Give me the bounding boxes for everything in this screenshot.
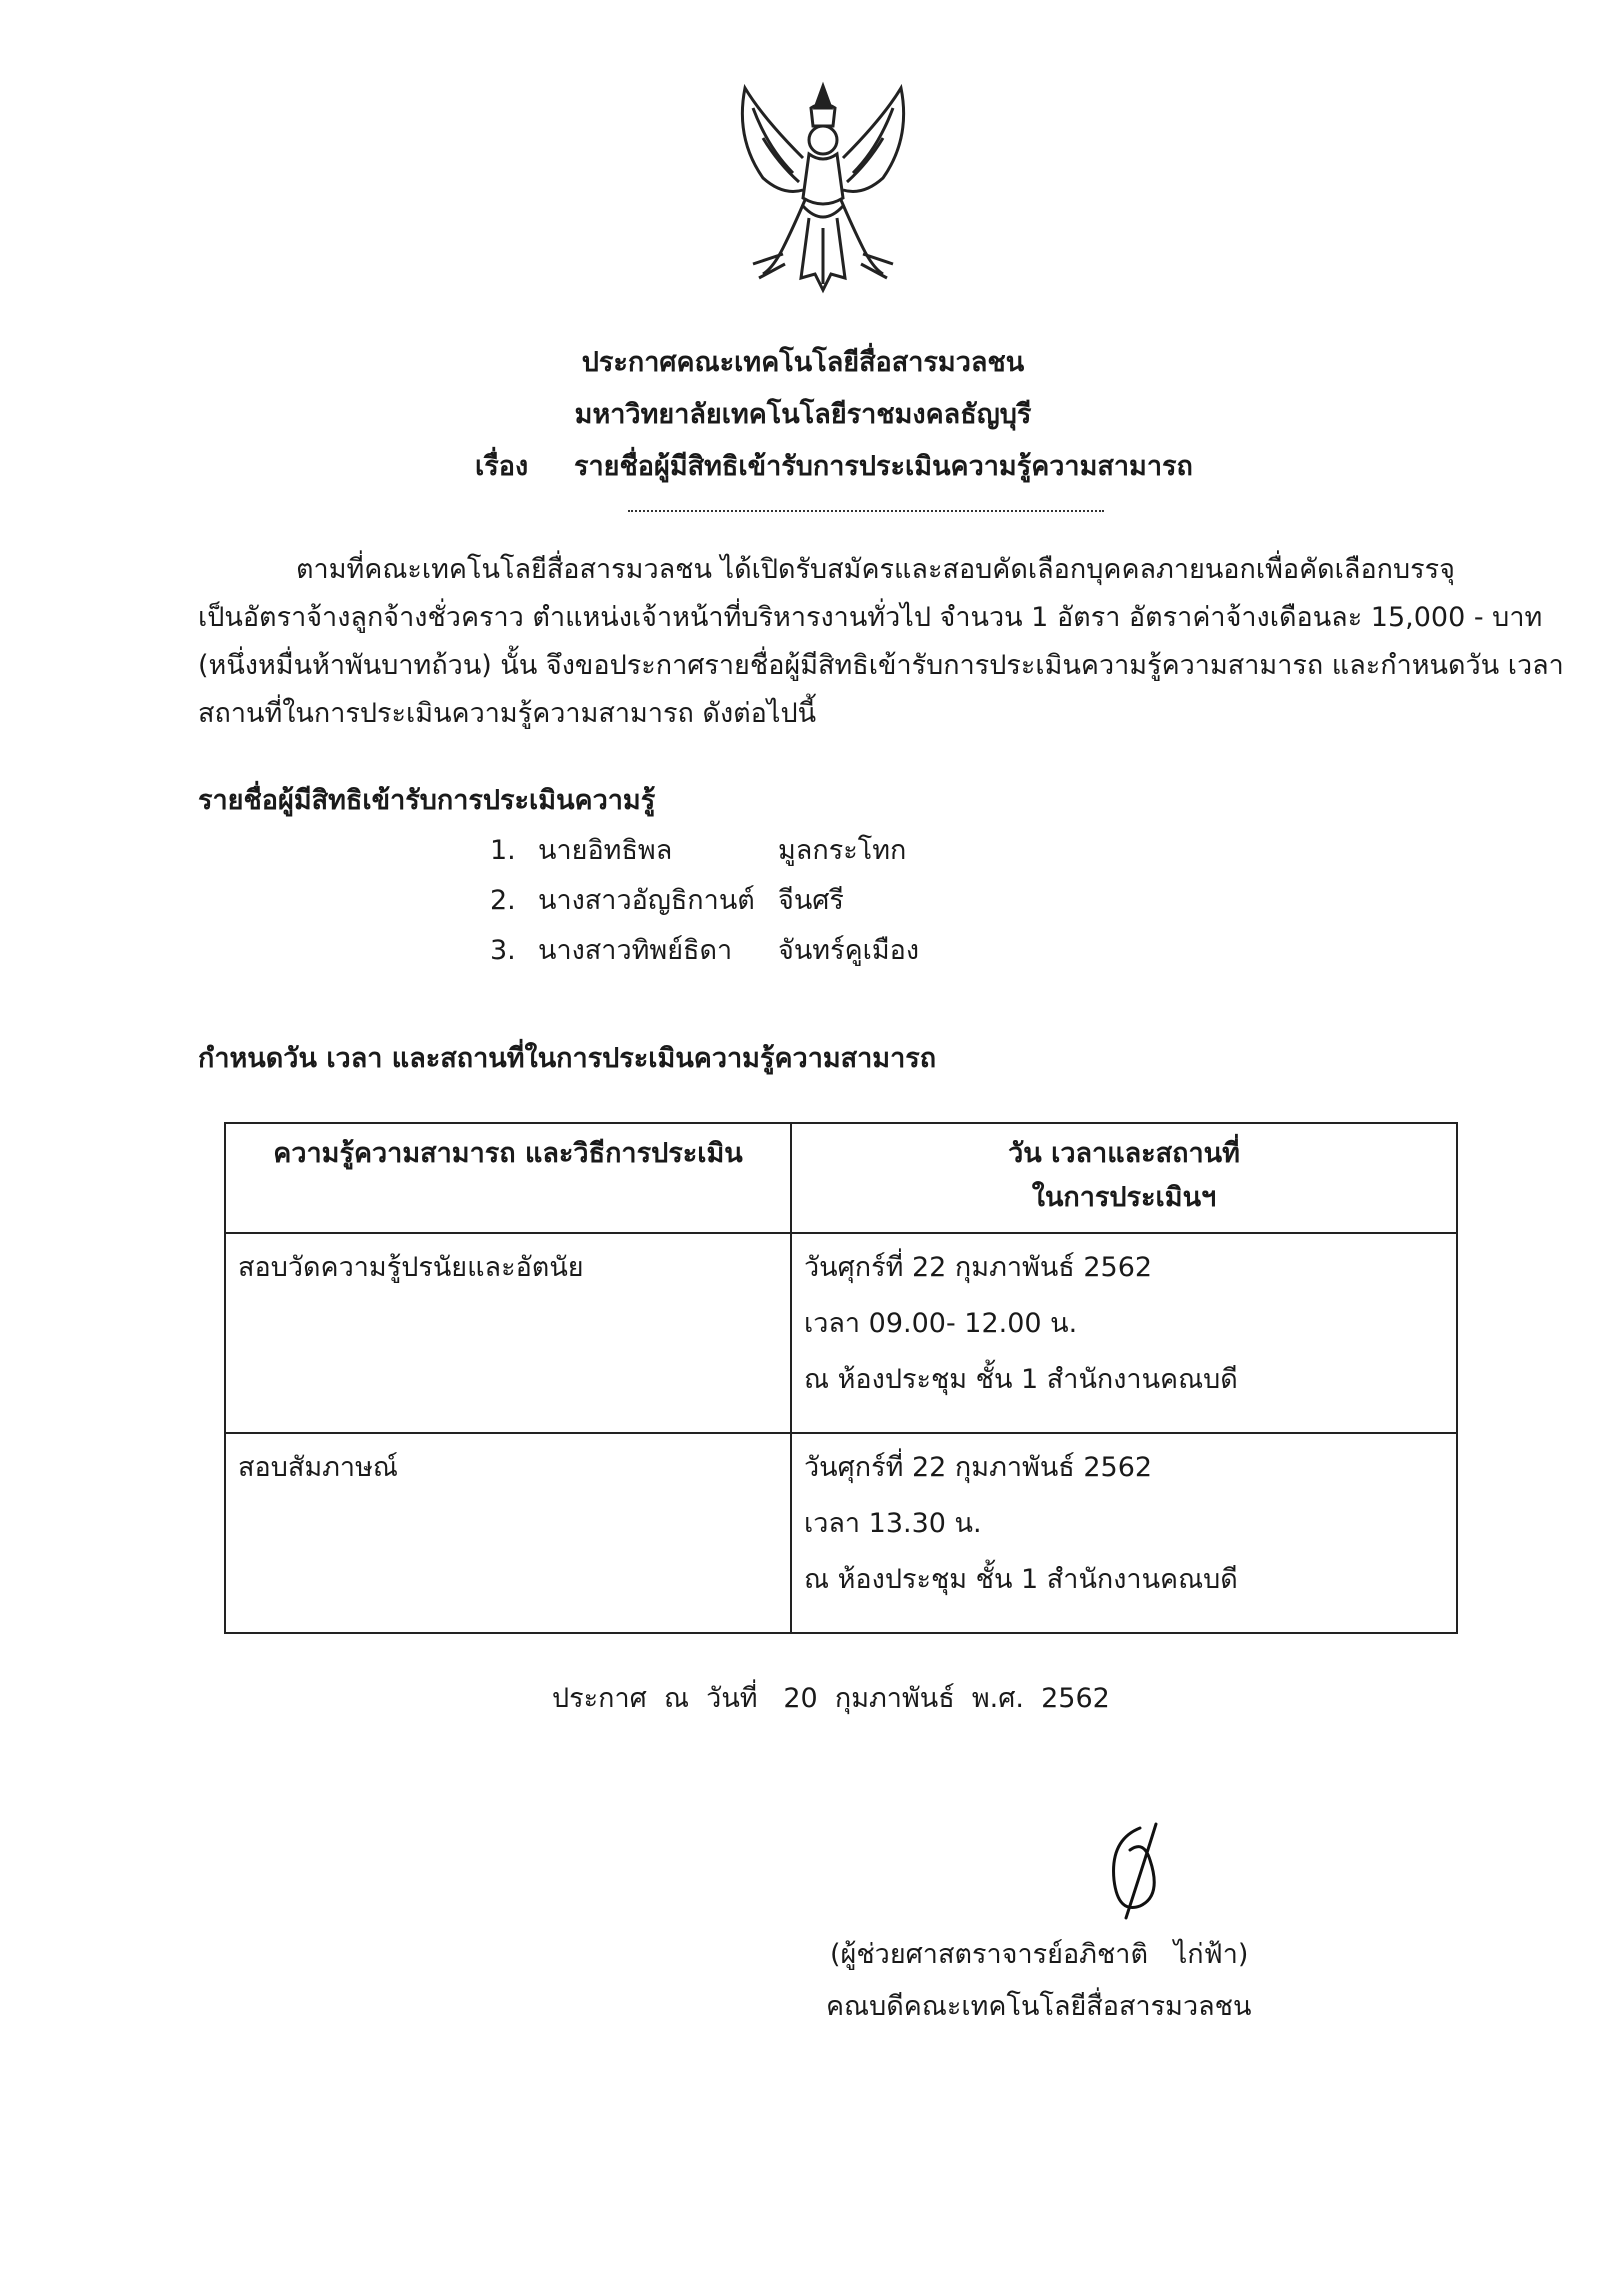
row-datetime [791, 1433, 1457, 1633]
table-row [225, 1433, 1457, 1633]
schedule-heading: กำหนดวัน เวลา และสถานที่ในการประเมินความรู้ความสามารถ [198, 1043, 937, 1074]
subject-label: เรื่อง [475, 451, 529, 482]
candidate-number: 2. [490, 885, 516, 916]
candidate-number: 3. [490, 935, 516, 966]
candidate-surname: มูลกระโทก [778, 835, 907, 866]
header-line-2: มหาวิทยาลัยเทคโนโลยีราชมงคลธัญบุรี [574, 399, 1032, 430]
candidate-given-name: นางสาวอัญธิกานต์ [538, 885, 755, 916]
intro-line: (หนึ่งหมื่นห้าพันบาทถ้วน) นั้น จึงขอประกาศรายชื่อผู้มีสิทธิเข้ารับการประเมินความรู้ความสามารถ และกำหนดวัน เวลา [198, 650, 1564, 681]
candidate-given-name: นางสาวทิพย์ธิดา [538, 935, 733, 966]
candidate-item [490, 876, 844, 926]
table-header-datetime-line: ในการประเมินฯ [1031, 1182, 1217, 1213]
row-method: สอบสัมภาษณ์ [225, 1433, 791, 1633]
row-time: เวลา 09.00- 12.00 น. [804, 1308, 1078, 1339]
intro-paragraph [198, 546, 1564, 738]
schedule-table [224, 1122, 1458, 1634]
signature [1070, 1810, 1190, 1930]
row-datetime [791, 1233, 1457, 1433]
dotted-divider [628, 510, 1104, 512]
candidate-number: 1. [490, 835, 516, 866]
row-date: วันศุกร์ที่ 22 กุมภาพันธ์ 2562 [804, 1252, 1153, 1283]
table-header-row [225, 1123, 1457, 1233]
table-header-datetime-line: วัน เวลาและสถานที่ [1008, 1138, 1240, 1169]
row-method: สอบวัดความรู้ปรนัยและอัตนัย [225, 1233, 791, 1433]
table-header-method: ความรู้ความสามารถ และวิธีการประเมิน [225, 1123, 791, 1233]
row-place: ณ ห้องประชุม ชั้น 1 สำนักงานคณบดี [804, 1564, 1238, 1595]
subject-title: รายชื่อผู้มีสิทธิเข้ารับการประเมินความรู้ความสามารถ [574, 451, 1193, 482]
candidate-surname: จันทร์คูเมือง [778, 935, 920, 966]
row-date: วันศุกร์ที่ 22 กุมภาพันธ์ 2562 [804, 1452, 1153, 1483]
signatory-name: (ผู้ช่วยศาสตราจารย์อภิชาติ ไก่ฟ้า) [830, 1939, 1249, 1970]
header-line-1: ประกาศคณะเทคโนโลยีสื่อสารมวลชน [581, 347, 1025, 378]
candidate-item [490, 926, 919, 976]
row-place: ณ ห้องประชุม ชั้น 1 สำนักงานคณบดี [804, 1364, 1238, 1395]
intro-line: ตามที่คณะเทคโนโลยีสื่อสารมวลชน ได้เปิดรับสมัครและสอบคัดเลือกบุคคลภายนอกเพื่อคัดเลือกบรรจุ [296, 554, 1455, 585]
intro-line: เป็นอัตราจ้างลูกจ้างชั่วคราว ตำแหน่งเจ้าหน้าที่บริหารงานทั่วไป จำนวน 1 อัตรา อัตราค่าจ้างเดือนละ 15,000 - บาท [198, 602, 1543, 633]
candidate-item [490, 826, 906, 876]
candidate-surname: จีนศรี [778, 885, 844, 916]
candidate-given-name: นายอิทธิพล [538, 835, 673, 866]
announcement-date: ประกาศ ณ วันที่ 20 กุมภาพันธ์ พ.ศ. 2562 [552, 1683, 1110, 1714]
garuda-emblem [723, 78, 923, 308]
intro-line: สถานที่ในการประเมินความรู้ความสามารถ ดังต่อไปนี้ [198, 698, 817, 729]
candidates-heading: รายชื่อผู้มีสิทธิเข้ารับการประเมินความรู้ [198, 785, 656, 816]
table-row [225, 1233, 1457, 1433]
signatory-position: คณบดีคณะเทคโนโลยีสื่อสารมวลชน [826, 1991, 1252, 2022]
row-time: เวลา 13.30 น. [804, 1508, 982, 1539]
table-header-datetime [791, 1123, 1457, 1233]
